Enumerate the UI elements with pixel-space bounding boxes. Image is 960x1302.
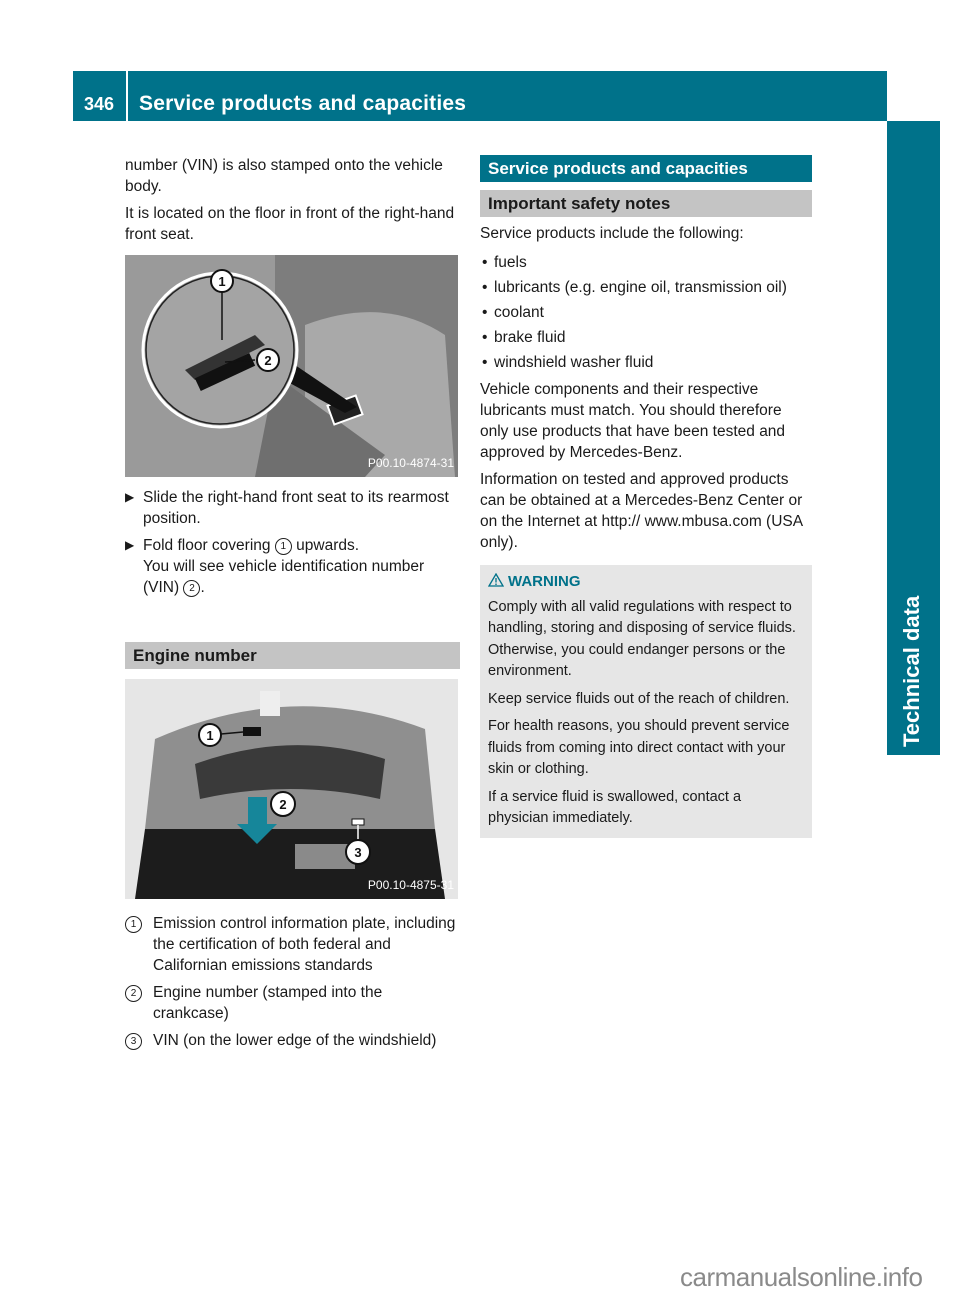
warning-title-row [488, 571, 804, 593]
page-header [73, 71, 887, 121]
body-paragraph: Information on tested and approved products can be obtained at a Mercedes-Benz Center or on the Internet at http:// www.mbusa.com (USA only). [480, 471, 803, 551]
list-item [480, 275, 812, 300]
left-column [125, 155, 460, 1057]
svg-text:1: 1 [206, 728, 214, 743]
punctuation: . [200, 579, 205, 596]
callout-ref-2: 2 [183, 580, 200, 597]
svg-text:2: 2 [279, 797, 287, 812]
intro-text: Service products include the following: [480, 225, 744, 242]
svg-text:2: 2 [264, 353, 272, 368]
step-result: You will see vehicle identification number (VIN) [143, 558, 425, 596]
callout-ref-1: 1 [275, 538, 292, 555]
legend-item-1 [125, 913, 460, 976]
photo-caption: P00.10-4874-31 [367, 456, 454, 470]
warning-text: Keep service fluids out of the reach of children. [488, 690, 790, 707]
watermark: carmanualsonline.info [680, 1262, 923, 1292]
section-heading-engine-number: Engine number [125, 642, 460, 669]
bullet-icon: • [482, 279, 488, 296]
warning-triangle-icon [488, 573, 504, 587]
list-item [480, 325, 812, 350]
bullet-icon: • [482, 329, 488, 346]
page-number: 346 [83, 94, 115, 114]
intro-paragraph: It is located on the floor in front of the right-hand front seat. [125, 205, 455, 243]
legend-text: Emission control information plate, including the certification of both federal and Californian emissions standards [153, 915, 456, 974]
seat-floor-illustration [125, 255, 458, 477]
section-heading-service-products: Service products and capacities [480, 155, 812, 182]
callout-number-icon: 1 [125, 916, 142, 933]
photo-caption: P00.10-4875-31 [367, 878, 454, 892]
callout-number-icon: 3 [125, 1033, 142, 1050]
list-item-text: windshield washer fluid [494, 354, 654, 371]
list-item-text: coolant [494, 304, 544, 321]
list-item-text: brake fluid [494, 329, 566, 346]
instruction-step [125, 487, 460, 529]
warning-text: For health reasons, you should prevent service fluids from coming into direct contact with your skin or clothing. [488, 718, 790, 777]
svg-text:1: 1 [218, 274, 226, 289]
warning-title: WARNING [508, 573, 581, 590]
list-item [480, 350, 812, 375]
instruction-step [125, 535, 460, 598]
chapter-side-tab[interactable] [887, 121, 940, 755]
intro-paragraph: number (VIN) is also stamped onto the vehicle body. [125, 157, 443, 195]
subheading-safety-notes: Important safety notes [480, 190, 812, 217]
engine-bay-illustration [125, 679, 458, 899]
bullet-icon: • [482, 354, 488, 371]
step-text: Slide the right-hand front seat to its rearmost position. [143, 489, 449, 527]
seat-vin-photo [125, 255, 458, 477]
legend-item-3 [125, 1030, 460, 1051]
chapter-side-tab-label: Technical data [899, 595, 924, 747]
warning-text: If a service fluid is swallowed, contact a physician immediately. [488, 788, 742, 826]
list-item-text: lubricants (e.g. engine oil, transmission oil) [494, 279, 787, 296]
svg-text:3: 3 [354, 845, 362, 860]
callout-number-icon: 2 [125, 985, 142, 1002]
legend-text: VIN (on the lower edge of the windshield) [153, 1032, 437, 1049]
right-column [480, 155, 812, 838]
service-products-list [480, 250, 812, 375]
list-item-text: fuels [494, 254, 527, 271]
step-arrow-icon: ▶ [125, 538, 135, 552]
bullet-icon: • [482, 304, 488, 321]
legend-text: Engine number (stamped into the crankcase) [153, 984, 383, 1022]
bullet-icon: • [482, 254, 488, 271]
header-divider [126, 71, 128, 121]
engine-bay-photo [125, 679, 458, 899]
list-item [480, 250, 812, 275]
page-title: Service products and capacities [139, 92, 467, 115]
warning-box [480, 565, 812, 838]
step-arrow-icon: ▶ [125, 490, 135, 504]
warning-text: Comply with all valid regulations with respect to handling, storing and disposing of service fluids. Otherwise, you could endanger persons or the environment. [488, 598, 796, 679]
step-text: upwards. [296, 537, 360, 554]
step-text: Fold floor covering [143, 537, 271, 554]
body-paragraph: Vehicle components and their respective lubricants must match. You should therefore only use products that have been tested and approved by Mercedes-Benz. [480, 381, 786, 461]
legend-item-2 [125, 982, 460, 1024]
list-item [480, 300, 812, 325]
